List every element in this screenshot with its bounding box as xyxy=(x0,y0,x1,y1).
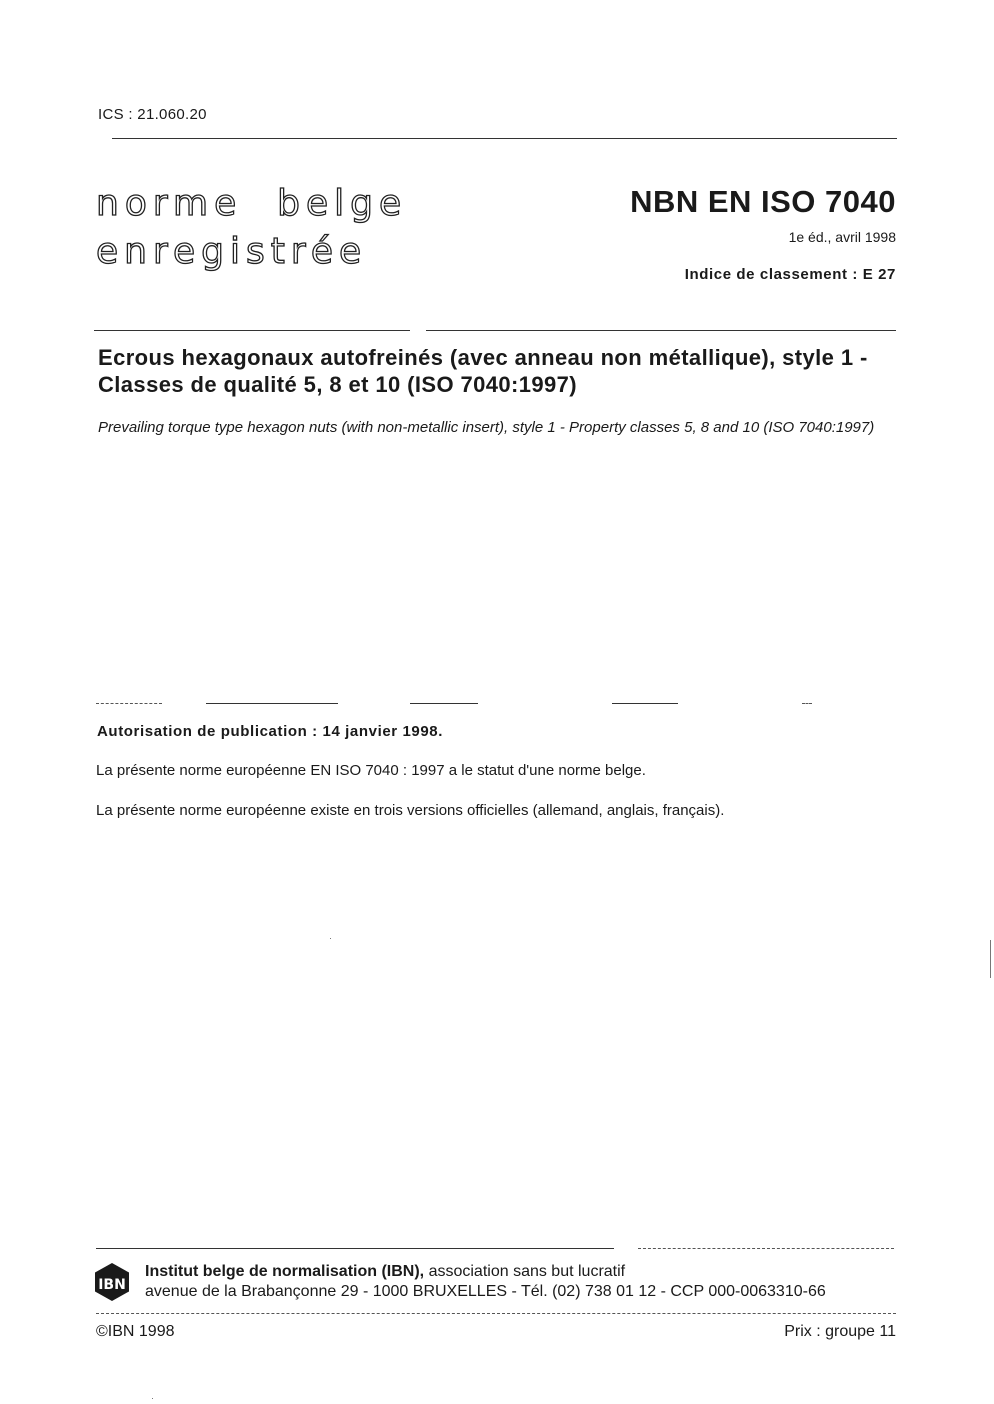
publication-authorization xyxy=(97,723,443,740)
section-divider-seg5 xyxy=(802,703,812,704)
brand-title-line2: enregistrée xyxy=(96,231,368,272)
logo-text: IBN xyxy=(98,1277,126,1293)
institute-name: Institut belge de normalisation (IBN), xyxy=(145,1263,425,1280)
section-divider-seg1 xyxy=(96,703,162,704)
title-divider-right xyxy=(426,330,896,331)
footer-top-divider-left xyxy=(96,1248,614,1249)
copyright: ©IBN 1998 xyxy=(96,1323,175,1340)
footer-top-divider-right xyxy=(638,1248,894,1249)
ibn-logo-icon xyxy=(92,1262,132,1302)
institute-address: avenue de la Brabançonne 29 - 1000 BRUXELLES - Tél. (02) 738 01 12 - CCP 000-0063310-66 xyxy=(145,1283,826,1300)
scan-speck xyxy=(990,940,991,978)
title-divider-left xyxy=(94,330,410,331)
french-title: Ecrous hexagonaux autofreinés (avec anneau non métallique), style 1 - Classes de qualité 5, 8 et 10 (ISO 7040:1997) xyxy=(98,345,868,397)
auth-date: 14 janvier 1998. xyxy=(322,723,444,740)
edition-info: 1e éd., avril 1998 xyxy=(788,229,896,245)
scan-speck xyxy=(152,1398,153,1399)
price-group: Prix : groupe 11 xyxy=(784,1323,896,1340)
auth-label: Autorisation de publication : xyxy=(97,723,323,740)
ics-code: ICS : 21.060.20 xyxy=(98,106,207,123)
scan-speck xyxy=(330,938,331,939)
footer-bottom-divider xyxy=(96,1313,896,1314)
section-divider-seg2 xyxy=(206,703,338,704)
standard-number: NBN EN ISO 7040 xyxy=(630,184,896,219)
versions-paragraph: La présente norme européenne existe en trois versions officielles (allemand, anglais, français). xyxy=(96,802,725,819)
institute-description: association sans but lucratif xyxy=(424,1263,626,1280)
classification-index: Indice de classement : E 27 xyxy=(684,266,896,283)
section-divider-seg4 xyxy=(612,703,678,704)
section-divider-seg3 xyxy=(410,703,478,704)
brand-title-line1: norme belge xyxy=(96,183,408,224)
english-title: Prevailing torque type hexagon nuts (with non-metallic insert), style 1 - Property classes 5, 8 and 10 (ISO 7040:1997) xyxy=(98,419,875,436)
statut-paragraph: La présente norme européenne EN ISO 7040 : 1997 a le statut d'une norme belge. xyxy=(96,762,646,779)
header-divider xyxy=(112,138,897,139)
institute-line xyxy=(145,1263,625,1281)
